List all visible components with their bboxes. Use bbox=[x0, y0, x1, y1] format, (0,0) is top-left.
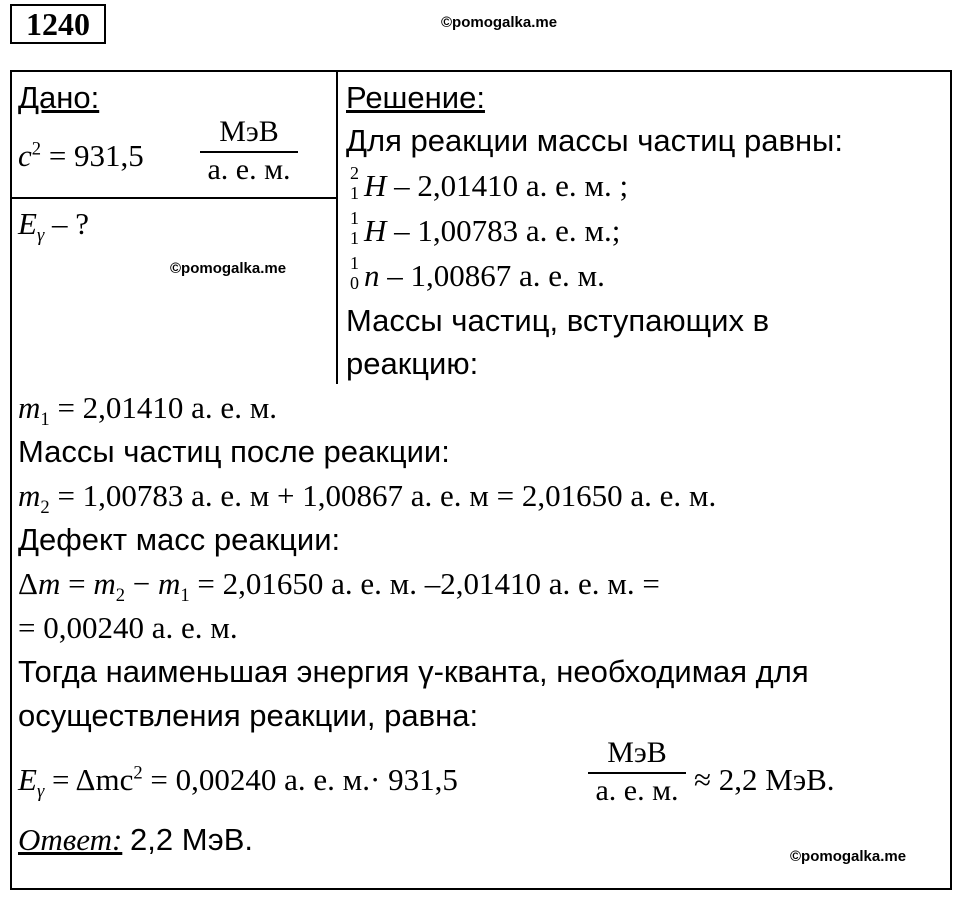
isotope-neutron: 1 0 n – 1,00867 а. е. м. bbox=[350, 253, 605, 293]
problem-number: 1240 bbox=[10, 4, 106, 44]
given-unit-fraction: МэВ а. е. м. bbox=[200, 117, 298, 185]
isotope-deuterium: 2 1 H – 2,01410 а. е. м. ; bbox=[350, 163, 629, 203]
solution-title: Решение: bbox=[346, 80, 485, 115]
footer-watermark: ©pomogalka.me bbox=[790, 848, 907, 865]
header-watermark: ©pomogalka.me bbox=[441, 14, 558, 31]
energy-text-line2: осуществления реакции, равна: bbox=[18, 698, 479, 733]
given-find: $E_\gamma$ – ? bbox=[18, 206, 90, 247]
given-c2: $c^2 = 931,5$ bbox=[18, 138, 144, 173]
given-divider-vertical bbox=[336, 70, 338, 384]
answer: Ответ: 2,2 МэВ. bbox=[18, 822, 254, 857]
given-title: Дано: bbox=[18, 80, 100, 115]
solution-line5: Массы частиц, вступающих в bbox=[346, 303, 770, 338]
defect-label: Дефект масс реакции: bbox=[18, 522, 341, 557]
solution-line6: реакцию: bbox=[346, 346, 479, 381]
given-divider-horizontal bbox=[10, 197, 336, 199]
given-watermark: ©pomogalka.me bbox=[170, 260, 287, 277]
defect-equation-line1: $\Delta m = m_2 - m_1 = 2,01650$ а. е. м. –2,01410 а. е. м. = bbox=[18, 566, 660, 607]
m1-equation: $m_1 = 2,01410$ а. е. м. bbox=[18, 390, 278, 431]
energy-text-line1: Тогда наименьшая энергия γ-кванта, необходимая для bbox=[18, 654, 809, 689]
after-reaction-label: Массы частиц после реакции: bbox=[18, 434, 450, 469]
defect-equation-line2: = 0,00240 а. е. м. bbox=[18, 610, 238, 645]
solution-line1: Для реакции массы частиц равны: bbox=[346, 123, 843, 158]
m2-equation: $m_2 = 1,00783$ а. е. м + 1,00867 а. е. м = 2,01650 а. е. м. bbox=[18, 478, 717, 519]
energy-unit-fraction: МэВ а. е. м. bbox=[588, 738, 686, 806]
isotope-hydrogen: 1 1 H – 1,00783 а. е. м.; bbox=[350, 208, 621, 248]
energy-result: ≈ 2,2 МэВ. bbox=[694, 762, 835, 797]
energy-equation: $E_\gamma = \Delta mc^2 = 0,00240$ а. е. м.· 931,5 bbox=[18, 762, 458, 803]
